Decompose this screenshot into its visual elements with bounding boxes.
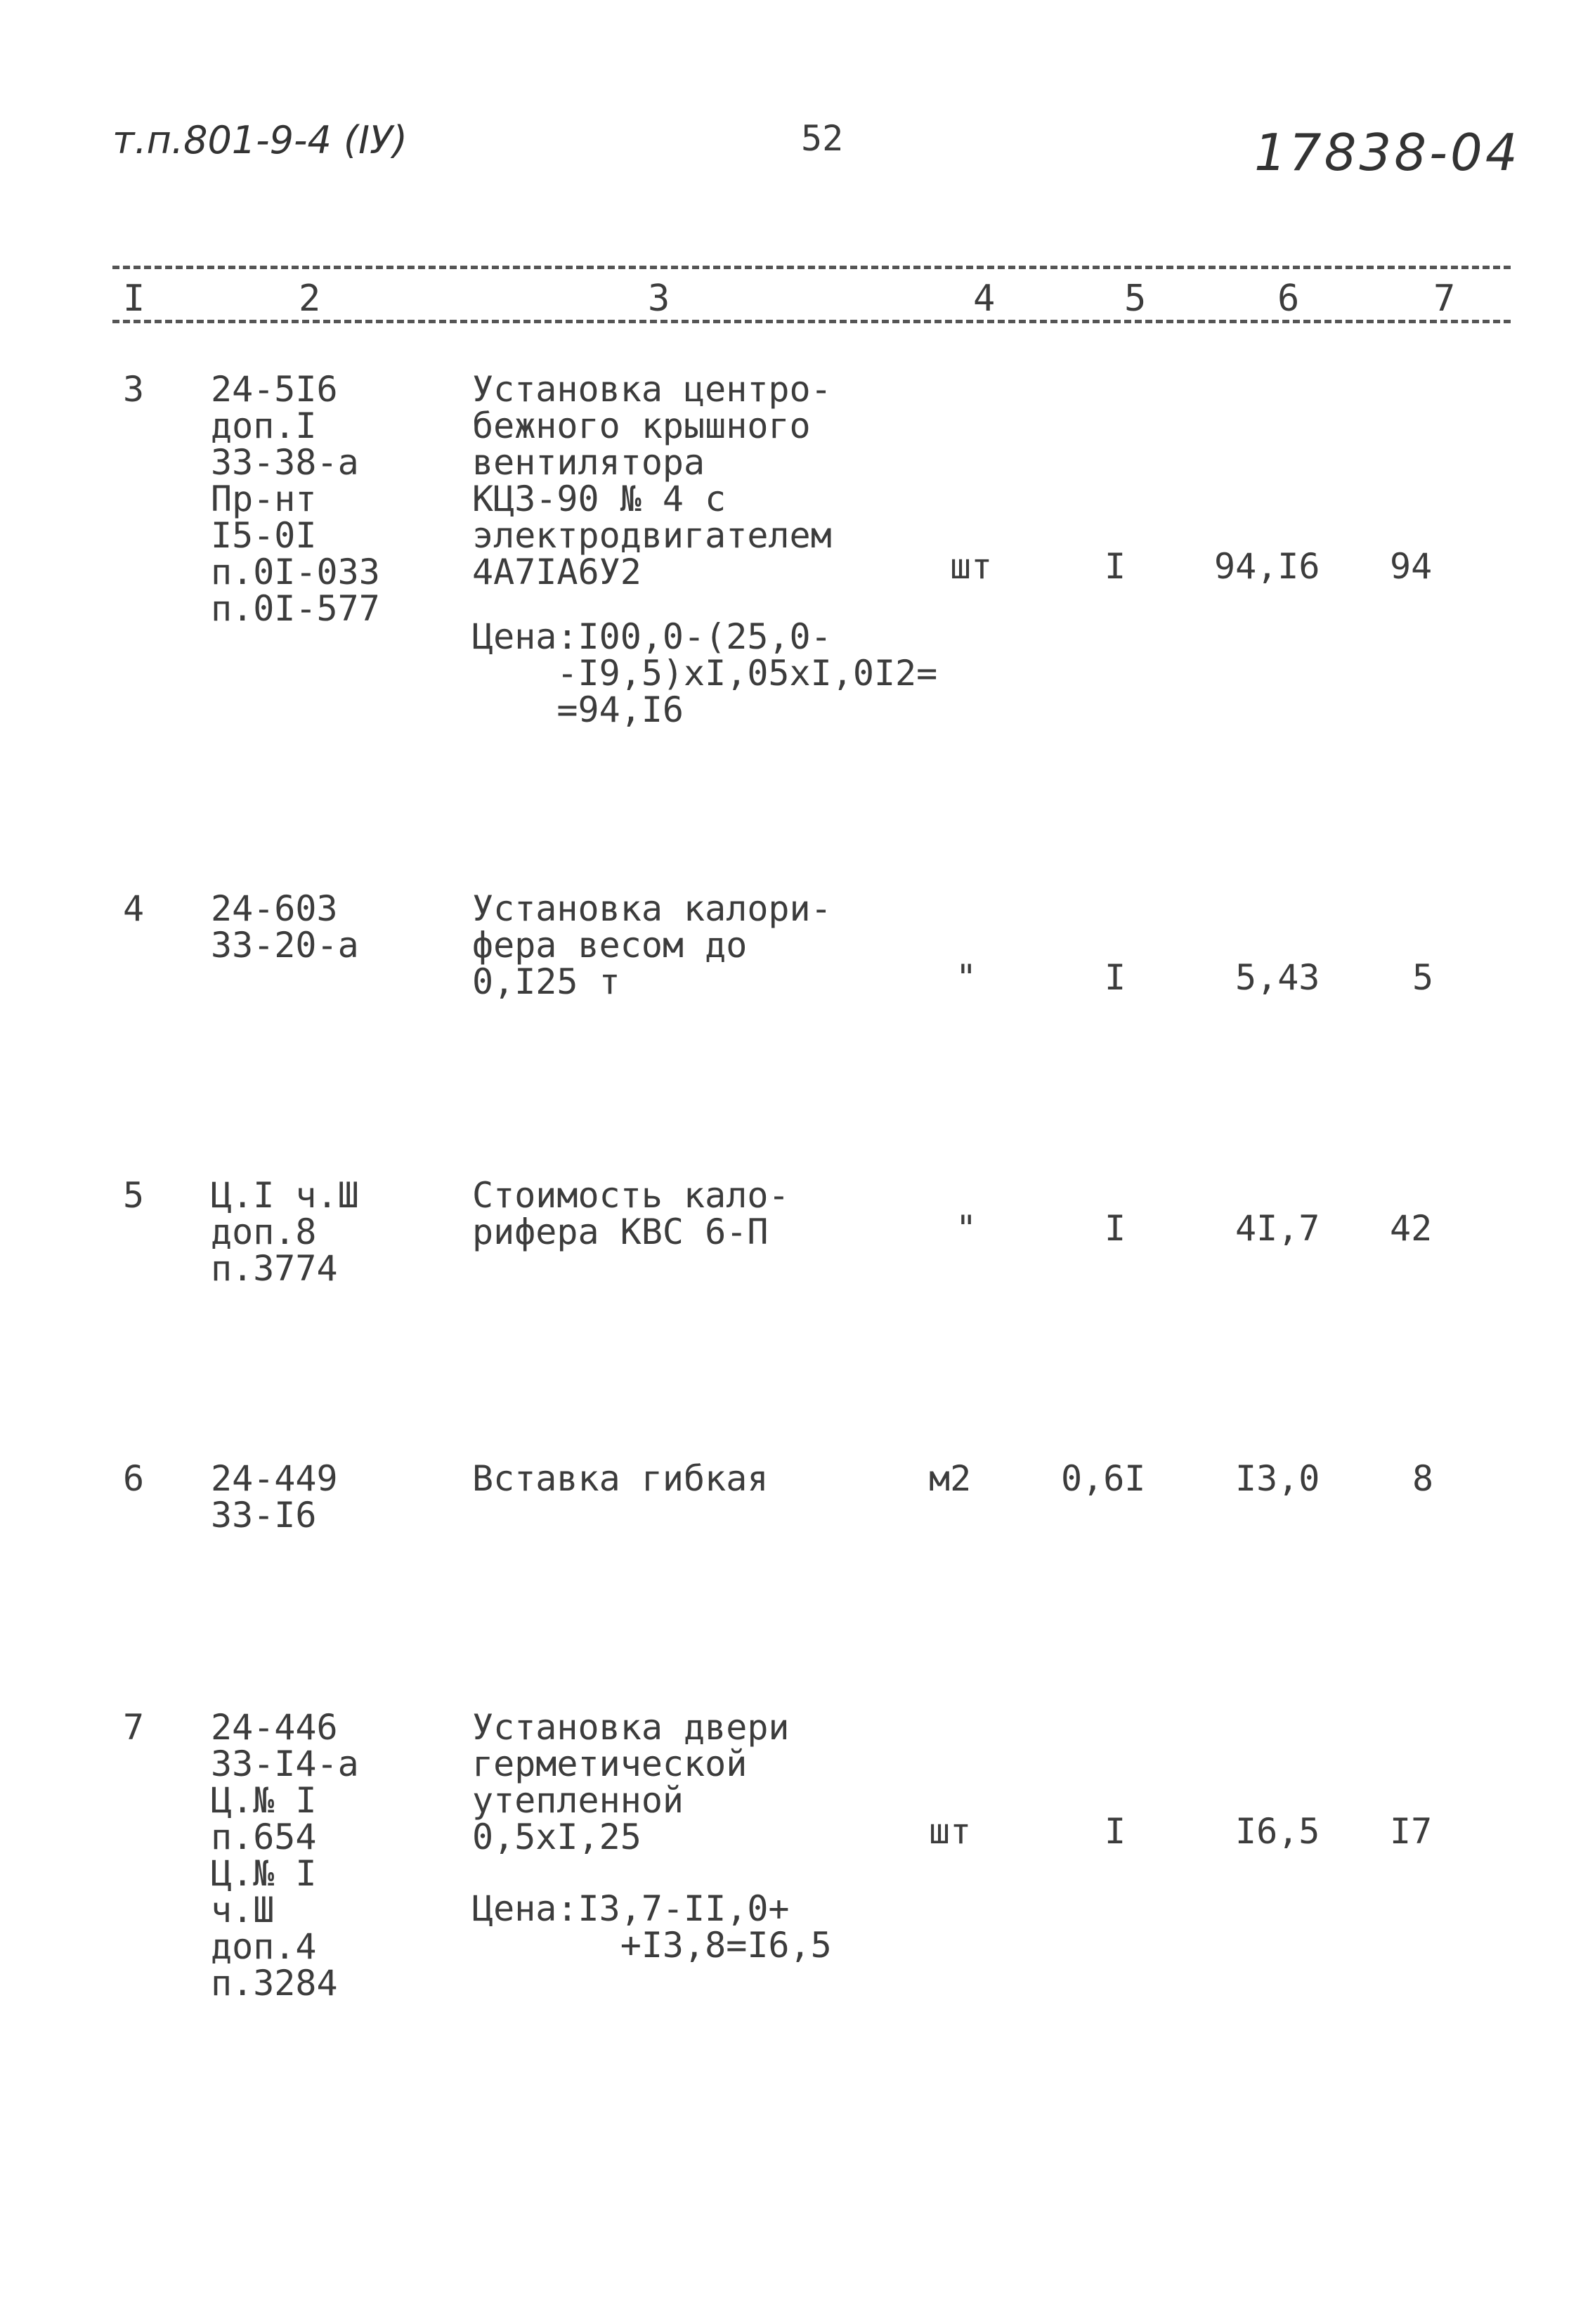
row-description: Вставка гибкая bbox=[472, 1458, 769, 1499]
row-unit: шт bbox=[950, 546, 993, 587]
project-reference: т.п.801-9-4 (IУ) bbox=[112, 118, 408, 162]
row-description: Установка двери герметической утепленной 0,5хI,25 bbox=[472, 1707, 790, 1857]
row-quantity: I bbox=[1105, 957, 1126, 998]
row-codes: Ц.I ч.Ш доп.8 п.3774 bbox=[211, 1175, 359, 1289]
column-header-2: 2 bbox=[299, 278, 321, 320]
row-unit-price: 5,43 bbox=[1235, 957, 1320, 998]
row-quantity: I bbox=[1105, 1208, 1126, 1249]
header-rule-top bbox=[112, 266, 1511, 269]
row-description: Стоимость кало- рифера КВС 6-П bbox=[472, 1175, 790, 1252]
row-unit-price: I6,5 bbox=[1235, 1811, 1320, 1852]
row-total: 94 bbox=[1390, 546, 1433, 587]
row-unit-price: 94,I6 bbox=[1214, 546, 1320, 587]
document-code: 17838-04 bbox=[1254, 123, 1520, 182]
row-unit-price: I3,0 bbox=[1235, 1458, 1320, 1499]
row-codes: 24-5I6 доп.I 33-38-а Пр-нт I5-0I п.0I-033 п.0I-577 bbox=[211, 369, 380, 629]
row-quantity: 0,6I bbox=[1061, 1458, 1146, 1499]
row-price-calc: Цена:I00,0-(25,0- -I9,5)хI,05хI,0I2= =94,I6 bbox=[472, 616, 938, 730]
row-unit-price: 4I,7 bbox=[1235, 1208, 1320, 1249]
column-header-7: 7 bbox=[1433, 278, 1456, 320]
column-header-4: 4 bbox=[973, 278, 996, 320]
row-total: I7 bbox=[1390, 1811, 1433, 1852]
row-unit: м2 bbox=[929, 1458, 972, 1499]
column-header-3: 3 bbox=[648, 278, 670, 320]
row-description: Установка центро- бежного крышного вентилятора КЦЗ-90 № 4 с электродвигателем 4А7IА6У2 bbox=[472, 369, 832, 592]
column-header-5: 5 bbox=[1124, 278, 1147, 320]
row-codes: 24-603 33-20-а bbox=[211, 888, 359, 966]
row-price-calc: Цена:I3,7-II,0+ +I3,8=I6,5 bbox=[472, 1888, 832, 1966]
row-unit: " bbox=[956, 957, 977, 998]
row-unit: шт bbox=[929, 1811, 972, 1852]
row-total: 8 bbox=[1412, 1458, 1434, 1499]
row-description: Установка калори- фера весом до 0,I25 т bbox=[472, 888, 832, 1002]
row-unit: " bbox=[956, 1208, 977, 1249]
row-number: 4 bbox=[123, 888, 145, 929]
row-number: 5 bbox=[123, 1175, 145, 1216]
row-quantity: I bbox=[1105, 546, 1126, 587]
row-number: 3 bbox=[123, 369, 145, 410]
column-header-1: I bbox=[123, 278, 145, 320]
page-number: 52 bbox=[801, 118, 844, 159]
column-header-6: 6 bbox=[1277, 278, 1300, 320]
header-rule-bottom bbox=[112, 320, 1511, 323]
row-quantity: I bbox=[1105, 1811, 1126, 1852]
row-total: 42 bbox=[1390, 1208, 1433, 1249]
row-number: 6 bbox=[123, 1458, 145, 1499]
row-codes: 24-449 33-I6 bbox=[211, 1458, 338, 1536]
row-total: 5 bbox=[1412, 957, 1434, 998]
row-codes: 24-446 33-I4-а Ц.№ I п.654 Ц.№ I ч.Ш доп.4 п.3284 bbox=[211, 1707, 359, 2004]
row-number: 7 bbox=[123, 1707, 145, 1748]
